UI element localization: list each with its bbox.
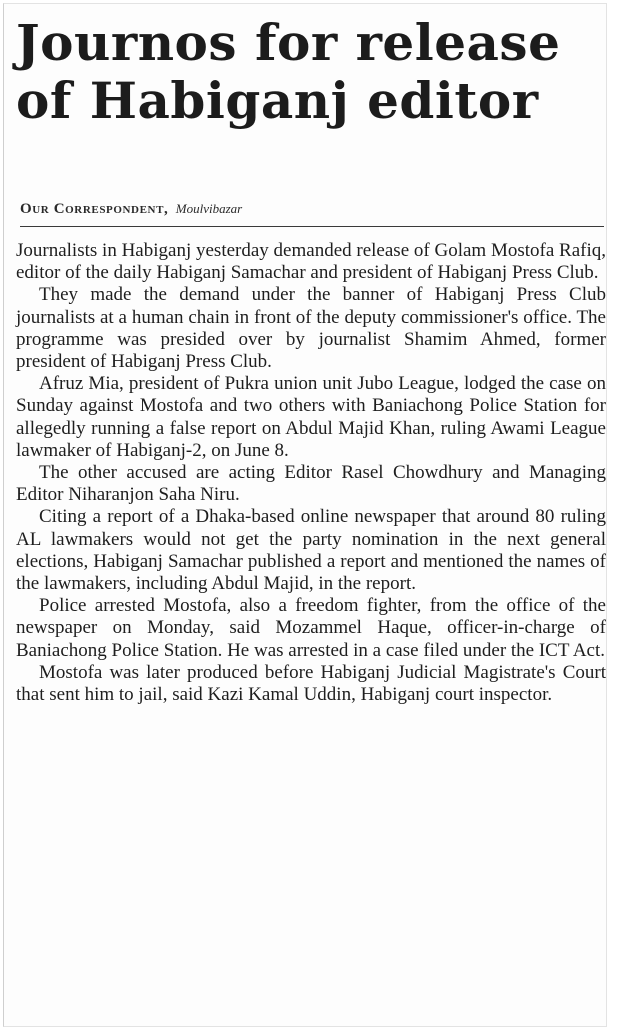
article-body [16, 240, 606, 706]
article-paragraph: Journalists in Habiganj yesterday demanded release of Golam Mostofa Rafiq, editor of the daily Habiganj Samachar and president of Habiganj Press Club. [16, 240, 606, 284]
byline [20, 200, 604, 227]
article-paragraph: Afruz Mia, president of Pukra union unit Jubo League, lodged the case on Sunday against Mostofa and two others with Baniachong Police Station for allegedly running a false report on Abdul Majid Khan, ruling Awami League lawmaker of Habiganj-2, on June 8. [16, 373, 606, 461]
article-paragraph: Police arrested Mostofa, also a freedom fighter, from the office of the newspaper on Monday, said Mozammel Haque, officer-in-charge of Baniachong Police Station. He was arrested in a case filed under the ICT Act. [16, 595, 606, 661]
byline-separator: , [164, 201, 168, 217]
article-paragraph: Citing a report of a Dhaka-based online newspaper that around 80 ruling AL lawmakers would not get the party nomination in the next general elections, Habiganj Samachar published a report and mentioned the names of the lawmakers, including Abdul Majid, in the report. [16, 506, 606, 595]
news-clipping [3, 3, 607, 1027]
article-paragraph: Mostofa was later produced before Habiganj Judicial Magistrate's Court that sent him to jail, said Kazi Kamal Uddin, Habiganj court inspector. [16, 661, 606, 706]
article-paragraph: The other accused are acting Editor Rasel Chowdhury and Managing Editor Niharanjon Saha Niru. [16, 462, 606, 506]
byline-author: Our Correspondent [20, 201, 165, 217]
article-paragraph: They made the demand under the banner of Habiganj Press Club journalists at a human chain in front of the deputy commissioner's office. The programme was presided over by journalist Shamim Ahmed, former president of Habiganj Press Club. [16, 284, 606, 373]
headline [4, 4, 606, 130]
headline-line-2: of Habiganj editor [16, 71, 539, 130]
headline-line-1: Journos for release [16, 13, 561, 72]
byline-location: Moulvibazar [175, 201, 243, 216]
